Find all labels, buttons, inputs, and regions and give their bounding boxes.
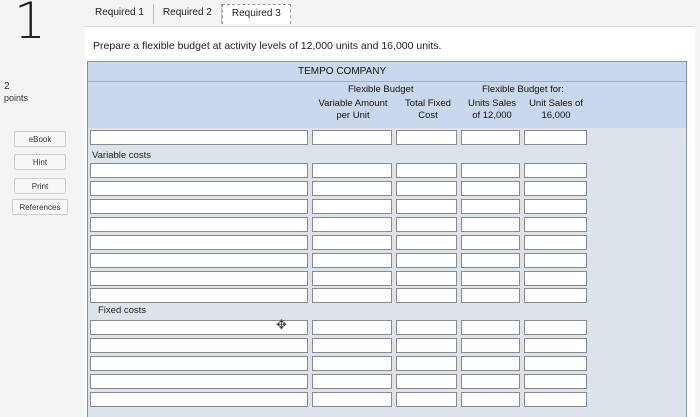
tab-required-3[interactable]: Required 3 bbox=[222, 4, 291, 24]
input-cell-c3[interactable] bbox=[461, 374, 520, 389]
points-value: 2 bbox=[4, 81, 10, 92]
references-button[interactable]: References bbox=[12, 199, 68, 215]
ebook-button[interactable]: eBook bbox=[14, 131, 66, 147]
input-cell-c4[interactable] bbox=[524, 271, 587, 286]
input-cell-c4[interactable] bbox=[524, 338, 587, 353]
header-variable-amount bbox=[312, 98, 394, 122]
input-cell-c1[interactable] bbox=[312, 181, 392, 196]
input-cell-c3[interactable] bbox=[461, 235, 520, 250]
input-cell-c2[interactable] bbox=[396, 356, 457, 371]
input-cell-desc[interactable] bbox=[90, 374, 308, 389]
input-cell-c3[interactable] bbox=[461, 338, 520, 353]
points-label: points bbox=[4, 93, 29, 103]
input-cell-c4[interactable] bbox=[524, 199, 587, 214]
input-cell-desc[interactable] bbox=[90, 130, 308, 145]
flexible-budget-table bbox=[87, 61, 687, 417]
input-cell-c3[interactable] bbox=[461, 392, 520, 407]
header-flexible-budget-for: Flexible Budget for: bbox=[482, 84, 564, 95]
input-cell-c3[interactable] bbox=[461, 217, 520, 232]
input-cell-c2[interactable] bbox=[396, 271, 457, 286]
fixed-costs-label: Fixed costs bbox=[98, 305, 147, 316]
input-cell-c2[interactable] bbox=[396, 163, 457, 178]
table-title-row bbox=[88, 62, 686, 82]
input-cell-c3[interactable] bbox=[461, 320, 520, 335]
input-cell-c2[interactable] bbox=[396, 253, 457, 268]
header-units-12000 bbox=[462, 98, 522, 122]
input-cell-desc[interactable] bbox=[90, 288, 308, 303]
input-cell-c1[interactable] bbox=[312, 235, 392, 250]
input-cell-c4[interactable] bbox=[524, 130, 587, 145]
input-cell-desc[interactable] bbox=[90, 356, 308, 371]
input-cell-c2[interactable] bbox=[396, 338, 457, 353]
input-cell-c4[interactable] bbox=[524, 253, 587, 268]
input-cell-c1[interactable] bbox=[312, 374, 392, 389]
input-cell-c3[interactable] bbox=[461, 163, 520, 178]
input-cell-c2[interactable] bbox=[396, 181, 457, 196]
header-16000-line2: 16,000 bbox=[541, 110, 571, 121]
tab-required-2[interactable]: Required 2 bbox=[154, 4, 222, 24]
input-cell-c2[interactable] bbox=[396, 130, 457, 145]
input-cell-c2[interactable] bbox=[396, 320, 457, 335]
input-cell-desc[interactable] bbox=[90, 163, 308, 178]
input-cell-c4[interactable] bbox=[524, 163, 587, 178]
header-variable-line2: per Unit bbox=[336, 110, 370, 121]
input-cell-c1[interactable] bbox=[312, 356, 392, 371]
input-cell-desc[interactable] bbox=[90, 338, 308, 353]
input-cell-c1[interactable] bbox=[312, 320, 392, 335]
input-cell-c4[interactable] bbox=[524, 235, 587, 250]
input-cell-c1[interactable] bbox=[312, 199, 392, 214]
input-cell-desc[interactable] bbox=[90, 271, 308, 286]
input-cell-c3[interactable] bbox=[461, 253, 520, 268]
input-cell-c2[interactable] bbox=[396, 288, 457, 303]
input-cell-c3[interactable] bbox=[461, 271, 520, 286]
input-cell-c3[interactable] bbox=[461, 181, 520, 196]
requirement-tabs bbox=[86, 4, 291, 24]
header-total-fixed bbox=[398, 98, 458, 122]
header-12000-line2: of 12,000 bbox=[472, 110, 512, 121]
input-cell-c3[interactable] bbox=[461, 288, 520, 303]
tab-required-1[interactable]: Required 1 bbox=[86, 4, 154, 24]
header-fixed-line2: Cost bbox=[418, 110, 438, 121]
header-12000-line1: Units Sales bbox=[467, 98, 517, 109]
hint-button[interactable]: Hint bbox=[14, 154, 66, 170]
input-cell-c4[interactable] bbox=[524, 181, 587, 196]
input-cell-c1[interactable] bbox=[312, 392, 392, 407]
input-cell-desc[interactable] bbox=[90, 253, 308, 268]
input-cell-c2[interactable] bbox=[396, 392, 457, 407]
input-cell-desc[interactable] bbox=[90, 199, 308, 214]
input-cell-desc[interactable] bbox=[90, 181, 308, 196]
input-cell-desc[interactable] bbox=[90, 217, 308, 232]
input-cell-c1[interactable] bbox=[312, 338, 392, 353]
input-cell-c4[interactable] bbox=[524, 356, 587, 371]
input-cell-desc[interactable] bbox=[90, 392, 308, 407]
input-cell-c2[interactable] bbox=[396, 374, 457, 389]
input-cell-c3[interactable] bbox=[461, 130, 520, 145]
input-cell-c3[interactable] bbox=[461, 199, 520, 214]
input-cell-desc[interactable] bbox=[90, 235, 308, 250]
input-cell-c2[interactable] bbox=[396, 199, 457, 214]
input-cell-c3[interactable] bbox=[461, 356, 520, 371]
table-header-row bbox=[88, 82, 686, 128]
input-cell-c2[interactable] bbox=[396, 235, 457, 250]
input-cell-c4[interactable] bbox=[524, 374, 587, 389]
input-cell-c1[interactable] bbox=[312, 271, 392, 286]
print-button[interactable]: Print bbox=[14, 178, 66, 194]
input-cell-c4[interactable] bbox=[524, 392, 587, 407]
variable-costs-label: Variable costs bbox=[92, 150, 151, 161]
input-cell-c1[interactable] bbox=[312, 253, 392, 268]
input-cell-c1[interactable] bbox=[312, 217, 392, 232]
question-panel bbox=[85, 26, 695, 417]
instruction-text: Prepare a flexible budget at activity levels of 12,000 units and 16,000 units. bbox=[93, 40, 442, 52]
question-number: 1 bbox=[14, 0, 46, 50]
header-16000-line1: Unit Sales of bbox=[529, 98, 583, 109]
header-fixed-line1: Total Fixed bbox=[405, 98, 451, 109]
header-flexible-budget: Flexible Budget bbox=[348, 84, 414, 95]
input-cell-c1[interactable] bbox=[312, 288, 392, 303]
input-cell-c2[interactable] bbox=[396, 217, 457, 232]
company-name: TEMPO COMPANY bbox=[298, 66, 387, 77]
input-cell-c4[interactable] bbox=[524, 217, 587, 232]
move-cursor-icon: ✥ bbox=[276, 317, 287, 332]
header-units-16000 bbox=[524, 98, 588, 122]
input-cell-c4[interactable] bbox=[524, 288, 587, 303]
header-variable-line1: Variable Amount bbox=[318, 98, 388, 109]
input-cell-c1[interactable] bbox=[312, 163, 392, 178]
input-cell-c1[interactable] bbox=[312, 130, 392, 145]
input-cell-c4[interactable] bbox=[524, 320, 587, 335]
